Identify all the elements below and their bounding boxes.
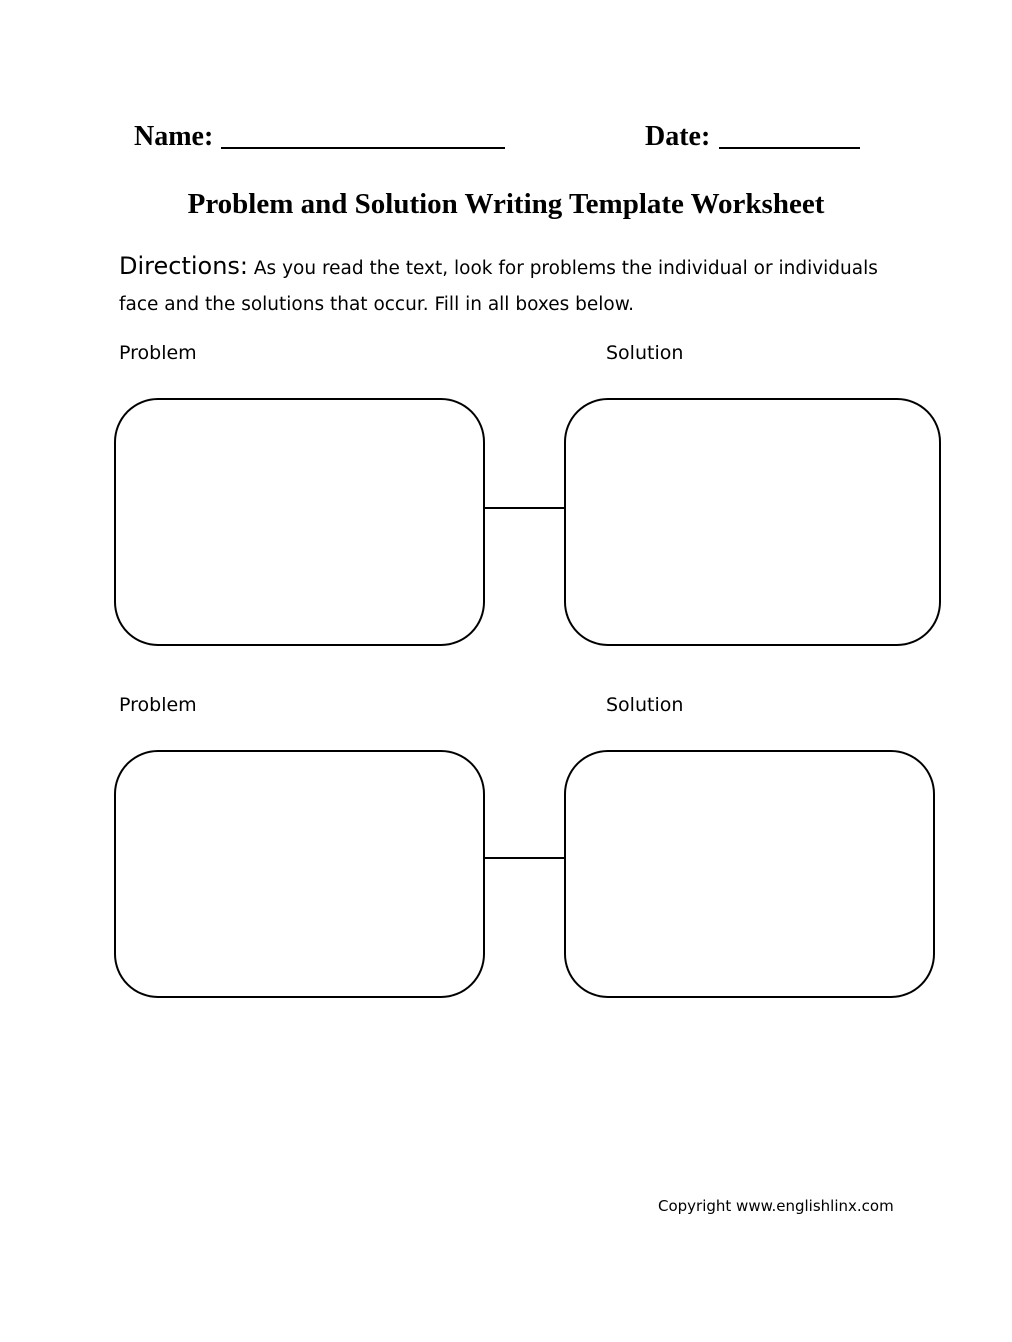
directions-text: As you read the text, look for problems the individual or individuals face and the solutions that occur. Fill in all boxes below.: [119, 258, 878, 315]
problem-label-1: Problem: [119, 342, 197, 364]
solution-box-2[interactable]: [564, 750, 935, 998]
connector-line-1: [484, 507, 566, 509]
directions: [119, 248, 909, 323]
problem-label-2: Problem: [119, 694, 197, 716]
problem-box-1[interactable]: [114, 398, 485, 646]
directions-lead: Directions:: [119, 252, 249, 280]
page-title: Problem and Solution Writing Template Worksheet: [187, 188, 825, 220]
solution-label-1: Solution: [606, 342, 684, 364]
solution-label-2: Solution: [606, 694, 684, 716]
solution-box-1[interactable]: [564, 398, 941, 646]
connector-line-2: [484, 857, 566, 859]
date-label: Date:: [645, 121, 711, 152]
name-label: Name:: [134, 121, 214, 152]
name-blank-line[interactable]: [221, 147, 505, 149]
date-blank-line[interactable]: [719, 147, 860, 149]
problem-box-2[interactable]: [114, 750, 485, 998]
copyright-notice: Copyright www.englishlinx.com: [658, 1197, 894, 1215]
